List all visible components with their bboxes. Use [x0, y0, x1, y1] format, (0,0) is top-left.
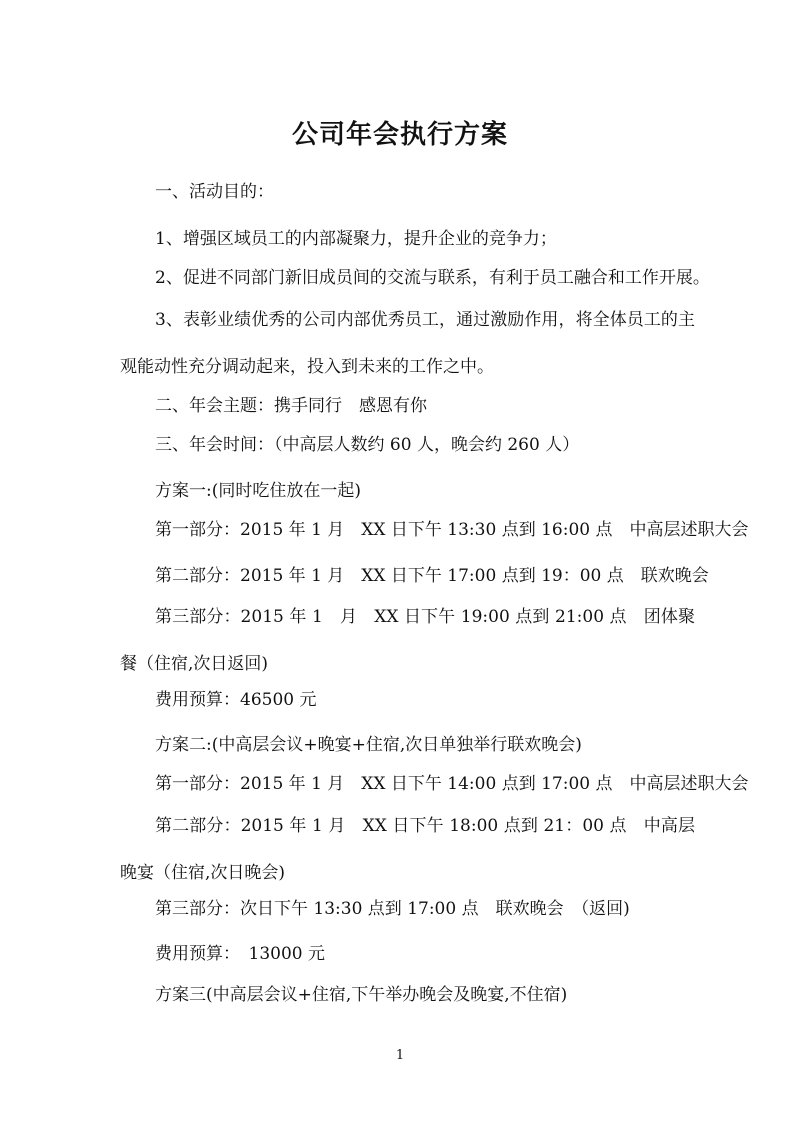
section-heading-time: 三、年会时间：（中高层人数约 60 人，晚会约 260 人） — [155, 435, 580, 455]
plan-two-budget: 费用预算： 13000 元 — [155, 944, 325, 964]
purpose-item-2: 2、促进不同部门新旧成员间的交流与联系，有利于员工融合和工作开展。 — [155, 268, 710, 288]
page-number: 1 — [395, 1048, 405, 1063]
purpose-item-3: 3、表彰业绩优秀的公司内部优秀员工，通过激励作用，将全体员工的主观能动性充分调动起来，投入到未来的工作之中。 — [120, 310, 695, 377]
section-heading-purpose: 一、活动目的： — [155, 182, 274, 202]
plan-two-part-1: 第一部分：2015 年 1 月 XX 日下午 14:00 点到 17:00 点 中高层述职大会 — [155, 774, 749, 794]
plan-one-part-2: 第二部分：2015 年 1 月 XX 日下午 17:00 点到 19：00 点 联欢晚会 — [155, 566, 709, 586]
document-title: 公司年会执行方案 — [291, 120, 508, 150]
plan-one-budget: 费用预算：46500 元 — [155, 690, 317, 710]
plan-one-part-3: 第三部分：2015 年 1 月 XX 日下午 19:00 点到 21:00 点 团体聚餐（住宿,次日返回) — [120, 607, 695, 674]
plan-two-heading: 方案二:(中高层会议+晚宴+住宿,次日单独举行联欢晚会) — [155, 735, 582, 755]
purpose-item-1: 1、增强区域员工的内部凝聚力，提升企业的竞争力； — [155, 229, 557, 249]
plan-one-part-1: 第一部分：2015 年 1 月 XX 日下午 13:30 点到 16:00 点 中高层述职大会 — [155, 520, 749, 540]
plan-two-part-2: 第二部分：2015 年 1 月 XX 日下午 18:00 点到 21：00 点 中高层晚宴（住宿,次日晚会) — [120, 816, 695, 883]
plan-two-part-3: 第三部分：次日下午 13:30 点到 17:00 点 联欢晚会 （返回) — [155, 899, 630, 919]
section-heading-theme: 二、年会主题：携手同行 感恩有你 — [155, 396, 427, 416]
plan-one-heading: 方案一:(同时吃住放在一起) — [155, 481, 361, 501]
plan-three-heading: 方案三(中高层会议+住宿,下午举办晚会及晚宴,不住宿) — [155, 985, 568, 1005]
